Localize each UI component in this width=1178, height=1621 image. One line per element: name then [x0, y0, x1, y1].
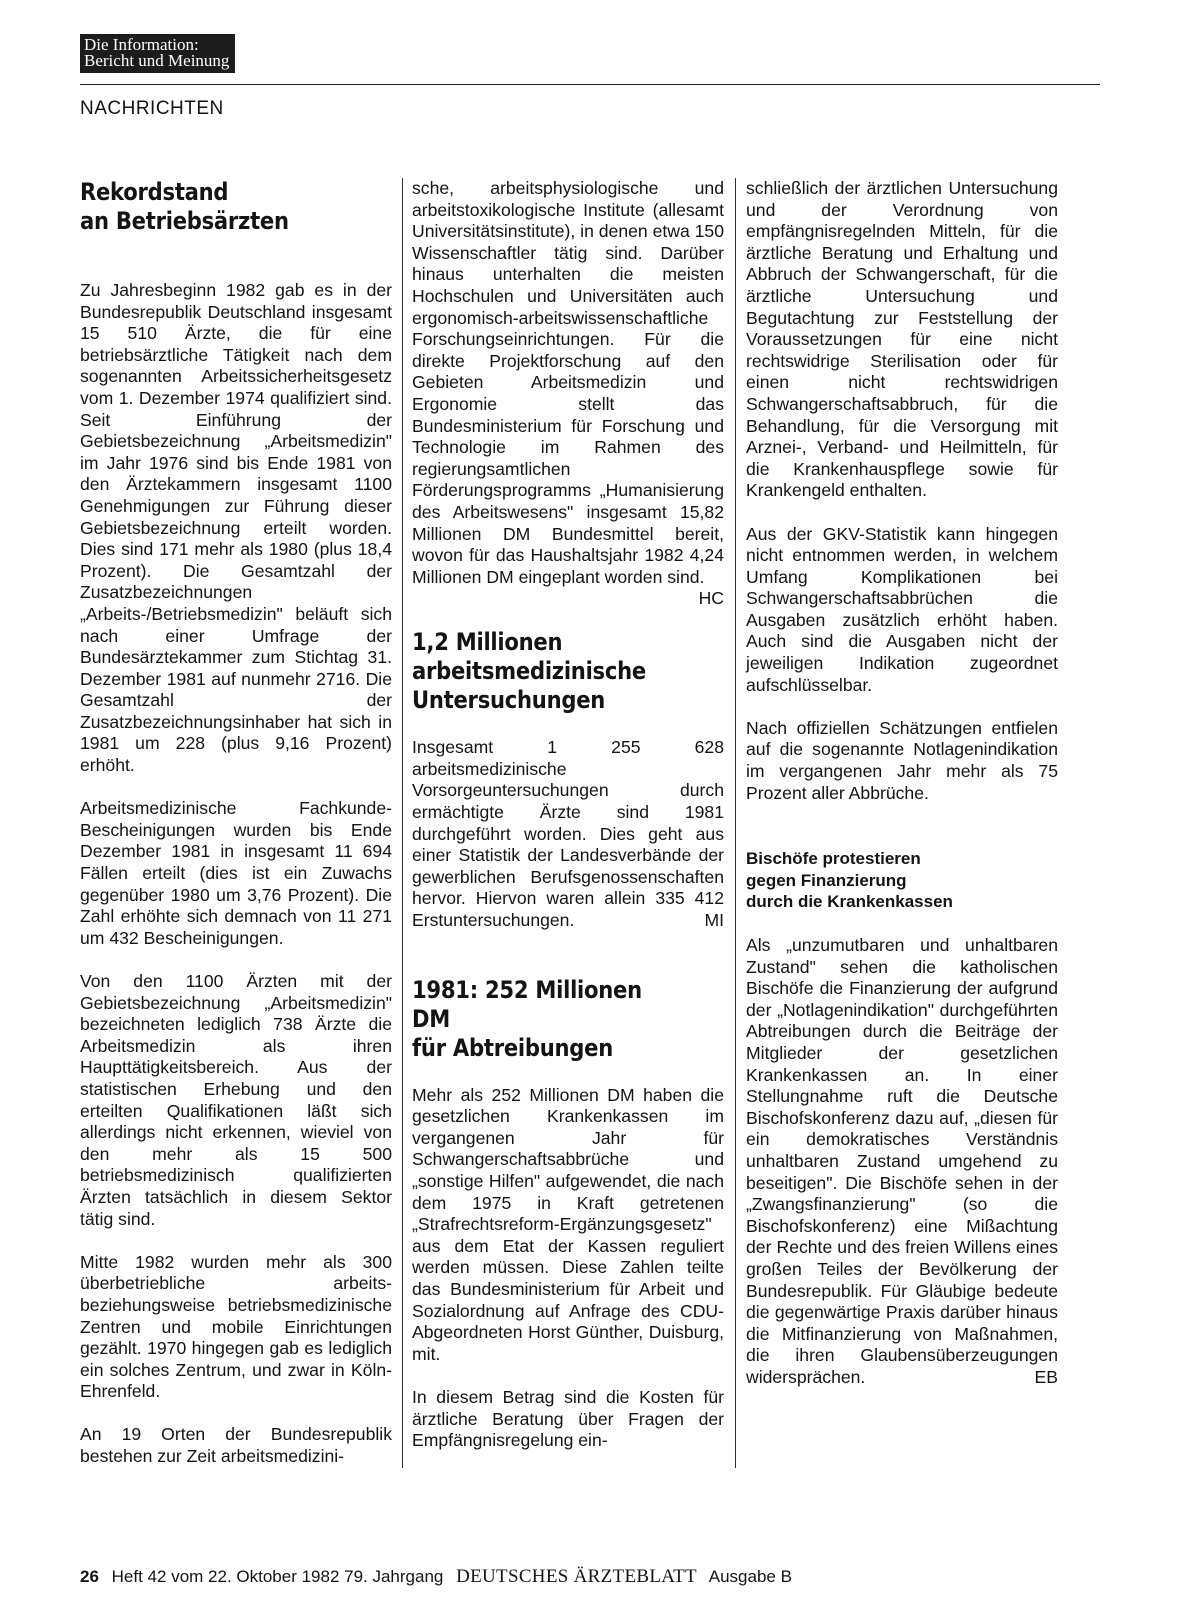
page-footer	[80, 1566, 792, 1588]
headline-arbeitsmedizinische-untersuchungen	[412, 628, 687, 715]
headline-abtreibungen	[412, 976, 687, 1063]
column-1	[80, 178, 392, 1468]
section-label	[80, 34, 235, 73]
column-3	[746, 178, 1058, 1388]
issue-info: Heft 42 vom 22. Oktober 1982 79. Jahrgang	[111, 1567, 444, 1586]
article-text: Insgesamt 1 255 628 arbeitsmedizinische Vorsorgeuntersuchungen durch ermächtigte Ärzte sind 1981 durchgeführt worden. Dies geht aus einer Statistik der Landesverbände der gewerblichen Berufsgenossenschaften hervor. Hiervon waren allein 335 412 Erstuntersuchungen.	[412, 737, 724, 931]
headline-line: Bischöfe protestieren	[746, 849, 921, 869]
column-divider-1	[402, 178, 403, 1468]
article-paragraph-continued: schließlich der ärztlichen Untersuchung und der Verordnung von empfängnisregelnden Mitteln, für die ärztliche Beratung und Erhaltung und Abbruch der Schwangerschaft, für die ärztliche Untersuchung und Begutachtung zur Feststellung der Voraussetzungen für eine nicht rechtswidrige Sterilisation oder für einen nicht rechtswidrigen Schwangerschaftsabbruch, für die Behandlung, für die Versorgung mit Arznei-, Verband- und Heilmitteln, für die Krankenhauspflege sowie für Krankengeld enthalten.	[746, 178, 1058, 501]
author-initials: HC	[698, 588, 724, 609]
column-2	[412, 178, 724, 1452]
header-rule	[80, 84, 1100, 85]
author-initials: MI	[704, 910, 724, 931]
headline-line: Untersuchungen	[412, 686, 606, 715]
article-paragraph: Mitte 1982 wurden mehr als 300 überbetriebliche arbeits- beziehungsweise betriebsmedizinische Zentren und mobile Einrichtungen gezählt. 1970 hingegen gab es lediglich ein solches Zentrum, und zwar in Köln-Ehrenfeld.	[80, 1251, 392, 1402]
article-paragraph: In diesem Betrag sind die Kosten für ärztliche Beratung über Fragen der Empfängnisregelung ein-	[412, 1386, 724, 1451]
headline-line: Rekordstand	[80, 178, 229, 206]
section-label-line1: Die Information:	[84, 35, 199, 54]
article-paragraph: Arbeitsmedizinische Fachkunde-Bescheinigungen wurden bis Ende Dezember 1981 in insgesamt 11 694 Fällen erteilt (dies ist ein Zuwachs gegenüber 1980 um 3,76 Prozent). Die Zahl erhöhte sich demnach von 11 271 um 432 Bescheinigungen.	[80, 798, 392, 948]
article-paragraph: Nach offiziellen Schätzungen entfielen auf die sogenannte Notlagenindikation im vergangenen Jahr mehr als 75 Prozent aller Abbrüche.	[746, 717, 1058, 803]
headline-line: für Abtreibungen	[412, 1033, 613, 1062]
article-paragraph: An 19 Orten der Bundesrepublik bestehen zur Zeit arbeitsmedizini-	[80, 1424, 392, 1467]
article-text: sche, arbeitsphysiologische und arbeitstoxikologische Institute (allesamt Universitätsinstitute), in denen etwa 150 Wissenschaftler tätig sind. Darüber hinaus unterhalten die meisten Hochschulen und Universitäten auch ergonomisch-arbeitswissenschaftliche Forschungseinrichtungen. Für die direkte Projektforschung auf den Gebieten Arbeitsmedizin und Ergonomie stellt das Bundesministerium für Forschung und Technologie im Rahmen des regierungsamtlichen Förderungsprogramms „Humanisierung des Arbeitswesens" insgesamt 15,82 Millionen DM Bundesmittel bereit, wovon für das Haushaltsjahr 1982 4,24 Millionen DM eingeplant worden sind.	[412, 178, 724, 587]
column-divider-2	[735, 178, 736, 1468]
headline-rekordstand	[80, 178, 355, 236]
article-paragraph: Aus der GKV-Statistik kann hingegen nicht entnommen werden, in welchem Umfang Komplikationen bei Schwangerschaftsabbrüchen die Ausgaben zusätzlich erhöht haben. Auch sind die Ausgaben nicht der jeweiligen Indikation zugeordnet aufschlüsselbar.	[746, 523, 1058, 695]
article-paragraph: Von den 1100 Ärzten mit der Gebietsbezeichnung „Arbeitsmedizin" bezeichneten lediglich 738 Ärzte die Arbeitsmedizin als ihren Haupttätigkeitsbereich. Aus der statistischen Erhebung und den erteilten Qualifikationen läßt sich allerdings nicht erkennen, wieviel von den mehr als 15 500 betriebsmedizinisch qualifizierten Ärzten tatsächlich in diesem Sektor tätig sind.	[80, 971, 392, 1229]
section-label-line2: Bericht und Meinung	[84, 51, 230, 70]
headline-bischoefe	[746, 848, 1058, 913]
article-paragraph-continued	[412, 178, 724, 609]
publication-name: DEUTSCHES ÄRZTEBLATT	[456, 1566, 697, 1587]
article-paragraph: Zu Jahresbeginn 1982 gab es in der Bundesrepublik Deutschland insgesamt 15 510 Ärzte, die für eine betriebsärztliche Tätigkeit nach dem sogenannten Arbeitssicherheitsgesetz vom 1. Dezember 1974 qualifiziert sind. Seit Einführung der Gebietsbezeichnung „Arbeitsmedizin" im Jahr 1976 sind bis Ende 1981 von den Ärztekammern insgesamt 1100 Genehmigungen zur Führung dieser Gebietsbezeichnung erteilt worden. Dies sind 171 mehr als 1980 (plus 18,4 Prozent). Die Gesamtzahl der Zusatzbezeichnungen „Arbeits-/Betriebsmedizin" beläuft sich nach einer Umfrage der Bundesärztekammer zum Stichtag 31. Dezember 1981 auf nunmehr 2716. Die Gesamtzahl der Zusatzbezeichnungsinhaber hat sich in 1981 um 228 (plus 9,16 Prozent) erhöht.	[80, 280, 392, 776]
headline-line: 1981: 252 Millionen DM	[412, 975, 642, 1033]
article-paragraph	[412, 737, 724, 931]
article-text: Als „unzumutbaren und unhaltbaren Zustand" sehen die katholischen Bischöfe die Finanzierung der aufgrund der „Notlagenindikation" durchgeführten Abtreibungen durch die Beiträge der Mitglieder der gesetzlichen Krankenkassen an. In einer Stellungnahme ruft die Deutsche Bischofskonferenz dazu auf, „diesen für ein demokratisches Verständnis unhaltbaren Zustand umgehend zu beseitigen". Die Bischöfe sehen in der „Zwangsfinanzierung" (so die Bischofskonferenz) eine Mißachtung der Rechte und des freien Willens eines großen Teiles der Bevölkerung der Bundesrepublik. Für Gläubige bedeute die gegenwärtige Praxis darüber hinaus die Mitfinanzierung von Maßnahmen, die ihren Glaubensüberzeugungen widersprächen.	[746, 935, 1058, 1387]
article-paragraph	[746, 935, 1058, 1388]
kicker: NACHRICHTEN	[80, 98, 224, 119]
headline-line: an Betriebsärzten	[80, 207, 289, 235]
headline-line: durch die Krankenkassen	[746, 892, 953, 912]
article-paragraph: Mehr als 252 Millionen DM haben die gesetzlichen Krankenkassen im vergangenen Jahr für Schwangerschaftsabbrüche und „sonstige Hilfen" aufgewendet, die nach dem 1975 in Kraft getretenen „Strafrechtsreform-Ergänzungsgesetz" aus dem Etat der Kassen reguliert werden müssen. Diese Zahlen teilte das Bundesministerium für Arbeit und Sozialordnung auf Anfrage des CDU-Abgeordneten Horst Günther, Duisburg, mit.	[412, 1084, 724, 1364]
page-number: 26	[80, 1567, 99, 1586]
headline-line: 1,2 Millionen	[412, 628, 563, 657]
headline-line: arbeitsmedizinische	[412, 657, 646, 686]
author-initials: EB	[1034, 1366, 1058, 1387]
headline-line: gegen Finanzierung	[746, 870, 907, 890]
edition-label: Ausgabe B	[708, 1567, 792, 1586]
